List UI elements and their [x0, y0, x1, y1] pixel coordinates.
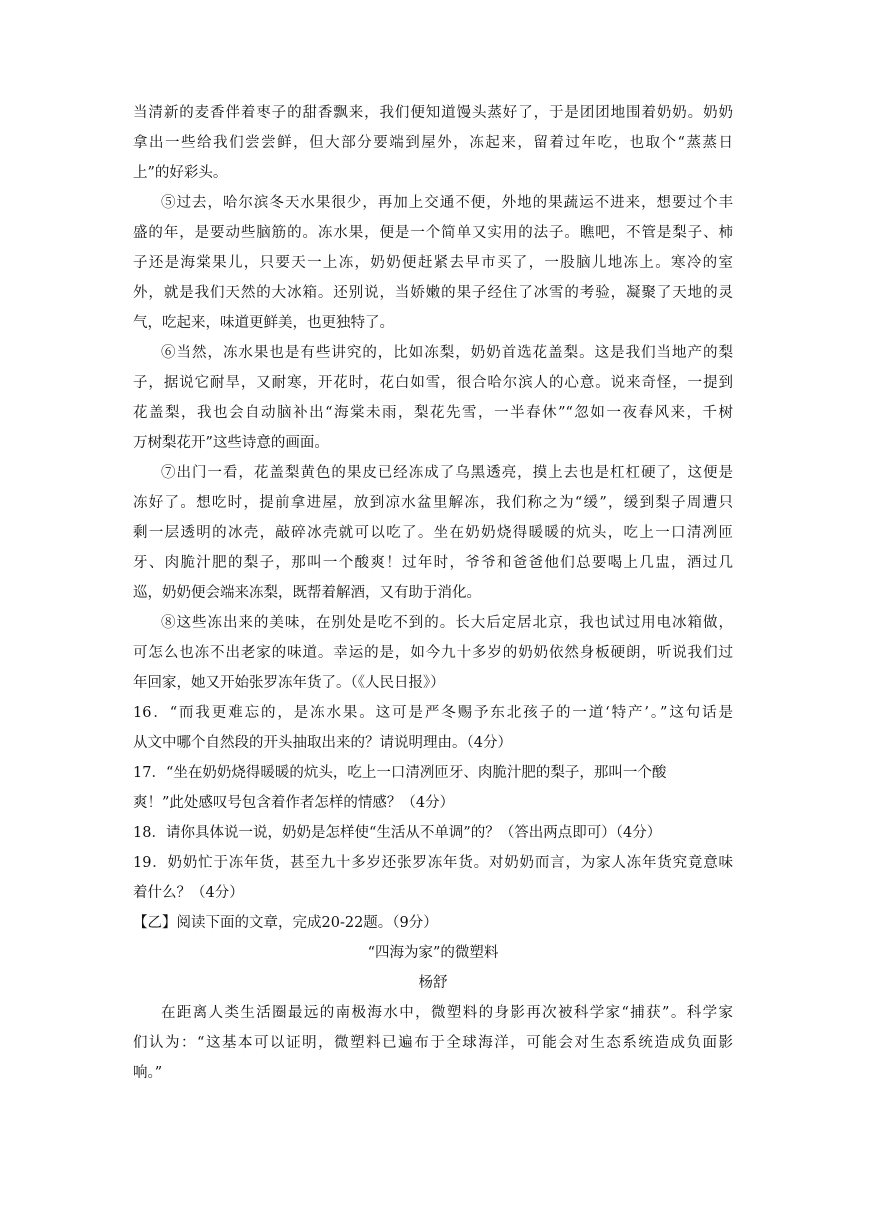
para-7-line-4: 牙、肉脆汁肥的梨子，那叫一个酸爽！过年时，爷爷和爸爸他们总要喝上几盅，酒过几 [133, 555, 733, 571]
para-5-line-5: 气，吃起来，味道更鲜美，也更独特了。 [133, 315, 394, 331]
para-6-line-4: 万树梨花开”这些诗意的画面。 [133, 435, 329, 451]
para-4-line-3: 上”的好彩头。 [133, 165, 228, 181]
para-5-line-2: 盛的年，是要动些脑筋的。冻水果，便是一个简单又实用的法子。瞧吧，不管是梨子、柿 [133, 225, 733, 241]
para-7-line-3: 剩一层透明的冰壳，敲碎冰壳就可以吃了。坐在奶奶烧得暖暖的炕头，吃上一口清冽匝 [133, 525, 733, 541]
question-17-line-2: 爽！”此处感叹号包含着作者怎样的情感？（4分） [133, 795, 455, 811]
article-para-1-line-3: 响。” [133, 1065, 163, 1081]
para-6-line-3: 花盖梨，我也会自动脑补出“海棠未雨，梨花先雪，一半春休”“忽如一夜春风来，千树 [133, 405, 733, 421]
para-5-line-1: ⑤过去，哈尔滨冬天水果很少，再加上交通不便，外地的果蔬运不进来，想要过个丰 [161, 195, 733, 211]
para-4-line-1: 当清新的麦香伴着枣子的甜香飘来，我们便知道馒头蒸好了，于是团团地围着奶奶。奶奶 [133, 105, 733, 121]
para-7-line-2: 冻好了。想吃时，提前拿进屋，放到凉水盆里解冻，我们称之为“缓”，缓到梨子周遭只 [133, 495, 733, 511]
article-para-1-line-2: 们认为：“这基本可以证明，微塑料已遍布于全球海洋，可能会对生态系统造成负面影 [133, 1035, 733, 1051]
para-8-line-2: 可怎么也冻不出老家的味道。幸运的是，如今九十多岁的奶奶依然身板硬朗，听说我们过 [133, 645, 733, 661]
question-19-line-2: 着什么？（4分） [133, 885, 244, 901]
para-8-line-1: ⑧这些冻出来的美味，在别处是吃不到的。长大后定居北京，我也试过用电冰箱做， [161, 615, 733, 631]
para-5-line-3: 子还是海棠果儿，只要天一上冻，奶奶便赶紧去早市买了，一股脑儿地冻上。寒冷的室 [133, 255, 733, 271]
para-5-line-4: 外，就是我们天然的大冰箱。还别说，当娇嫩的果子经住了冰雪的考验，凝聚了天地的灵 [133, 285, 733, 301]
article-para-1-line-1: 在距离人类生活圈最远的南极海水中，微塑料的身影再次被科学家“捕获”。科学家 [161, 1005, 733, 1021]
question-19-line-1: 19．奶奶忙于冻年货，甚至九十多岁还张罗冻年货。对奶奶而言，为家人冻年货究竟意味 [133, 855, 733, 871]
question-16-line-1: 16．“而我更难忘的，是冻水果。这可是严冬赐予东北孩子的一道‘特产’。”这句话是 [133, 705, 733, 721]
para-4-line-2: 拿出一些给我们尝尝鲜，但大部分要端到屋外，冻起来，留着过年吃，也取个“蒸蒸日 [133, 135, 733, 151]
para-7-line-1: ⑦出门一看，花盖梨黄色的果皮已经冻成了乌黑透亮，摸上去也是杠杠硬了，这便是 [161, 465, 733, 481]
para-8-line-3: 年回家，她又开始张罗冻年货了。（《人民日报》） [133, 675, 445, 691]
article-author: 杨舒 [418, 975, 448, 991]
question-17-line-1: 17．“坐在奶奶烧得暖暖的炕头，吃上一口清冽匝牙、肉脆汁肥的梨子，那叫一个酸 [133, 765, 667, 781]
para-6-line-2: 子，据说它耐旱，又耐寒，开花时，花白如雪，很合哈尔滨人的心意。说来奇怪，一提到 [133, 375, 733, 391]
section-yi-instruction: 【乙】阅读下面的文章，完成20-22题。（9分） [133, 915, 438, 931]
article-title: “四海为家”的微塑料 [367, 945, 499, 961]
question-18: 18．请你具体说一说，奶奶是怎样使“生活从不单调”的？（答出两点即可）（4分） [133, 825, 662, 841]
para-7-line-5: 巡，奶奶便会端来冻梨，既帮着解酒，又有助于消化。 [133, 585, 481, 601]
question-16-line-2: 从文中哪个自然段的开头抽取出来的？请说明理由。（4分） [133, 735, 512, 751]
para-6-line-1: ⑥当然，冻水果也是有些讲究的，比如冻梨，奶奶首选花盖梨。这是我们当地产的梨 [161, 345, 733, 361]
